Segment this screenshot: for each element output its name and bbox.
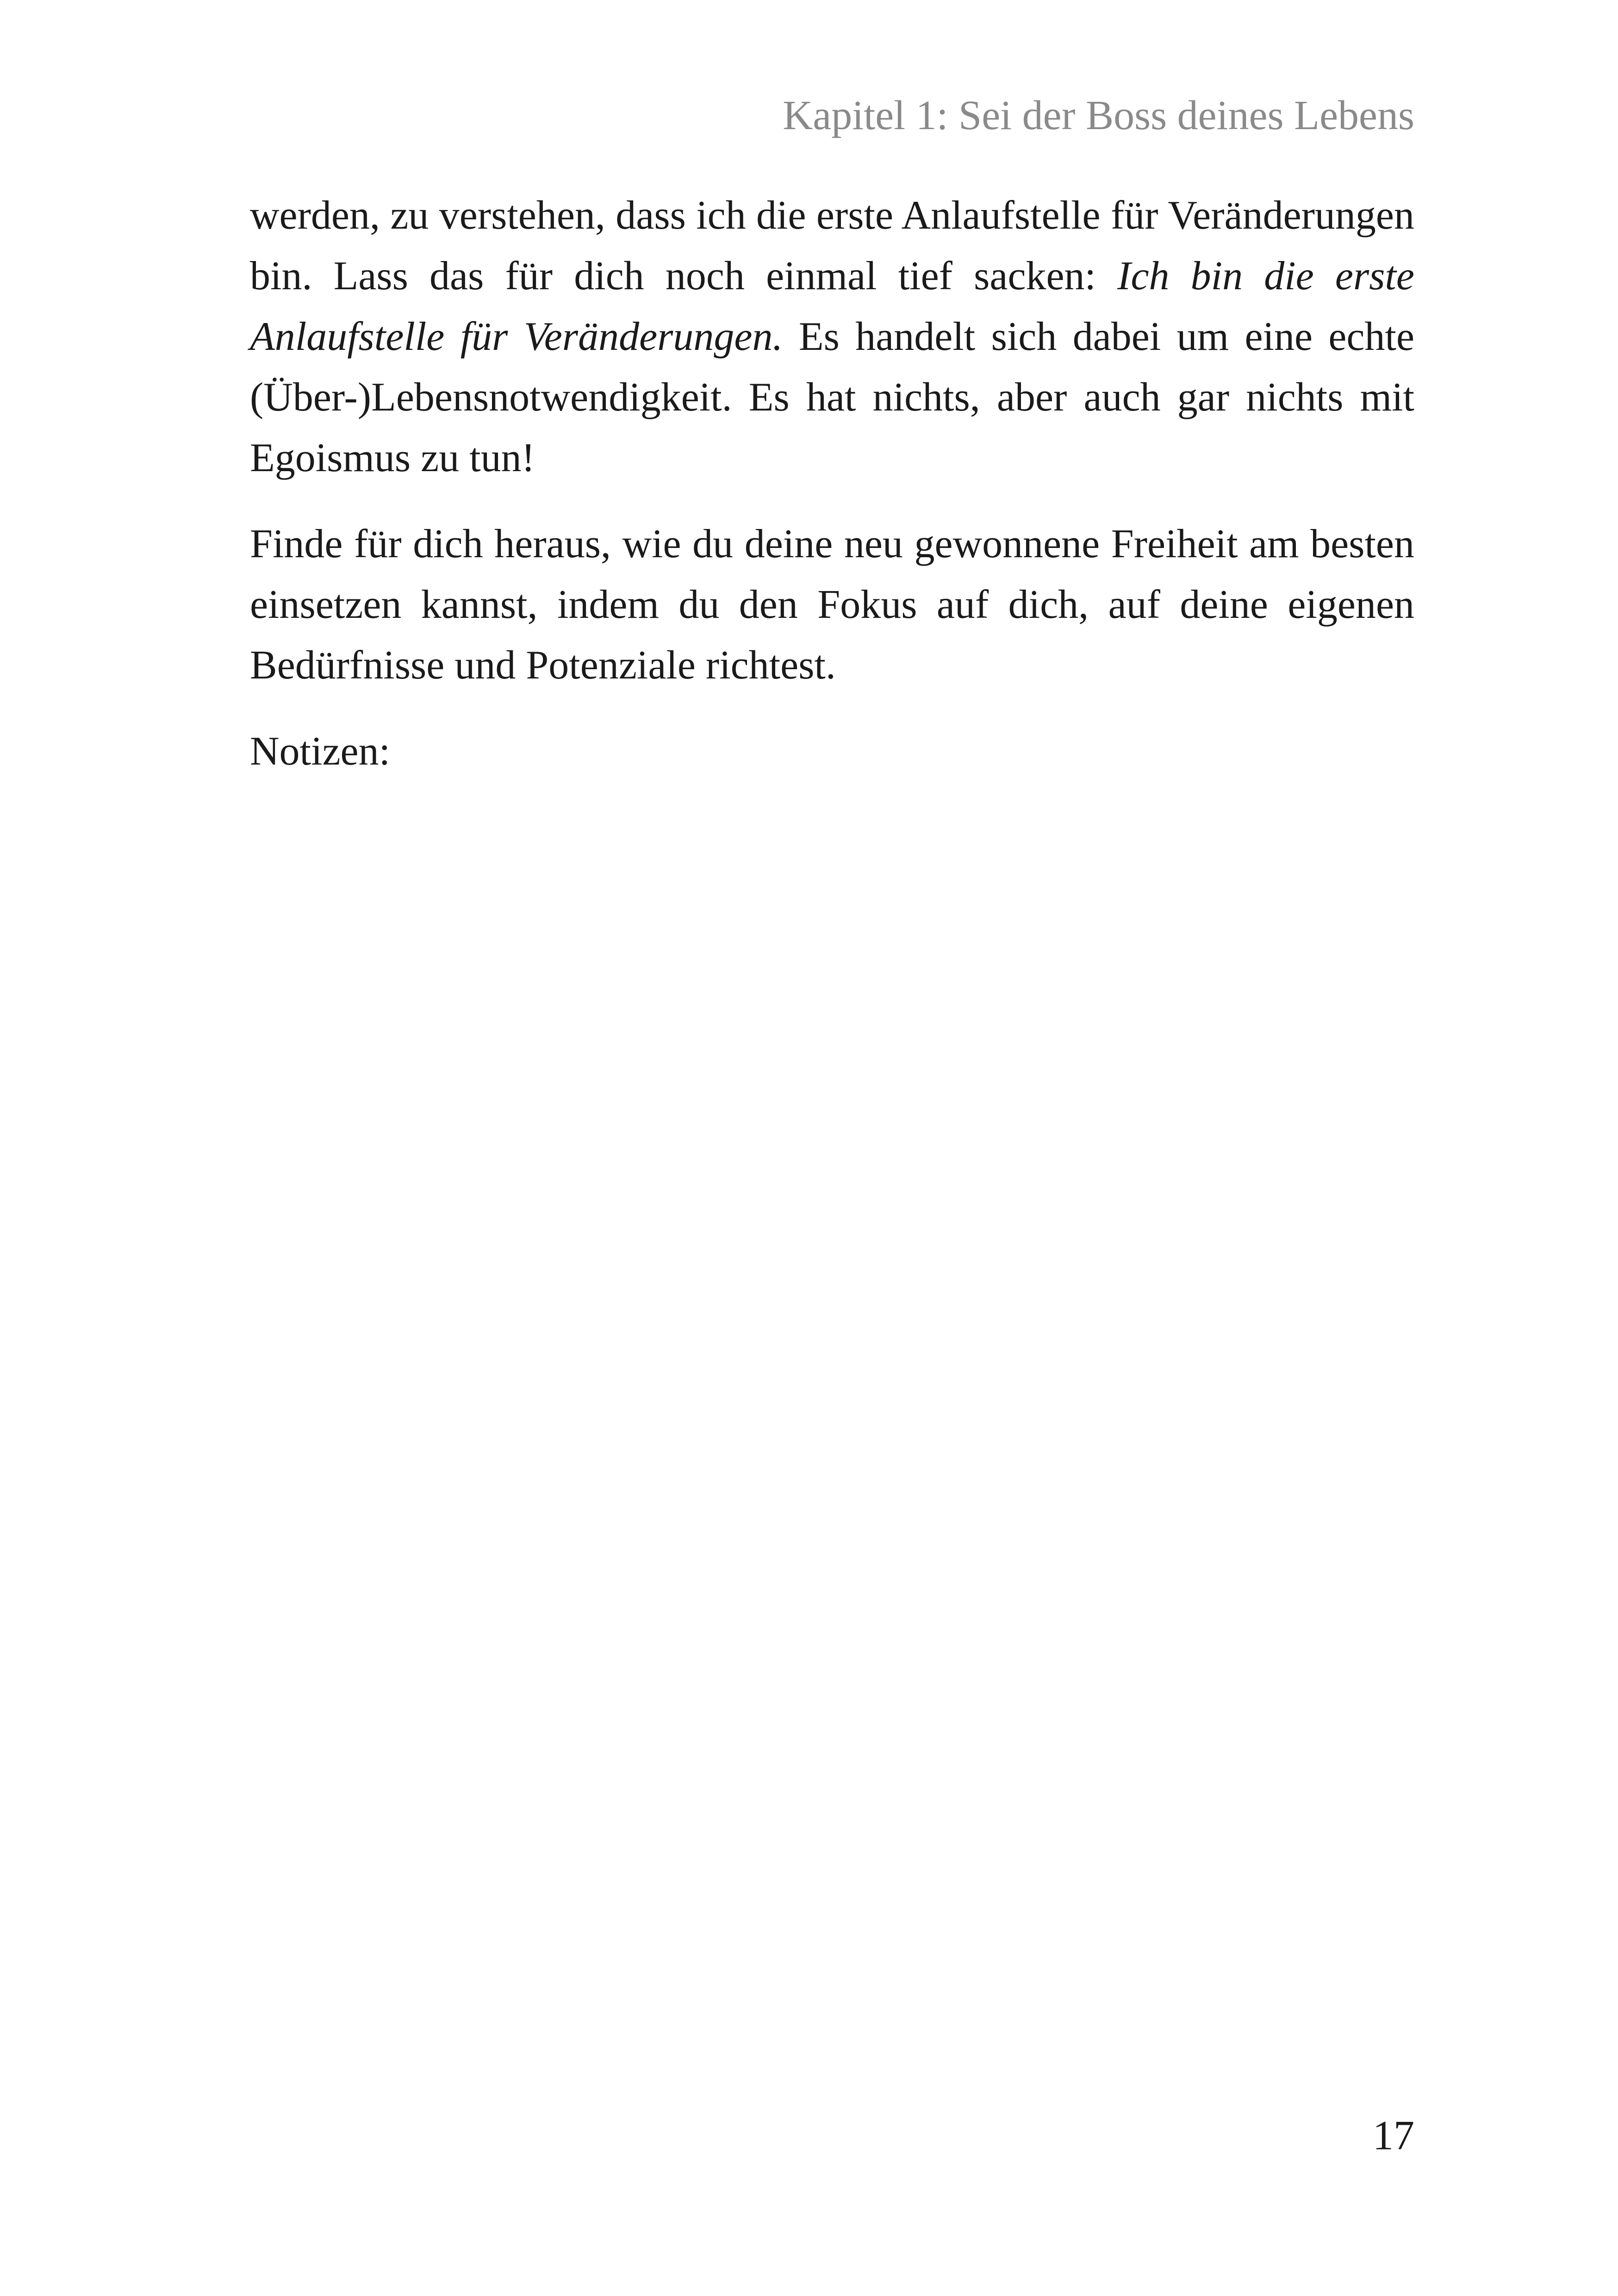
paragraph-1 <box>250 185 1414 488</box>
paragraph-1-text-start: werden, zu verstehen, dass ich die erste Anlaufstelle für Veränderungen bin. Lass das für dich noch einmal tief sacken: <box>250 193 1414 299</box>
body-text <box>250 185 1414 807</box>
notes-label: Notizen: <box>250 729 391 774</box>
paragraph-2: Finde für dich heraus, wie du deine neu gewonnene Freiheit am besten einsetzen kannst, indem du den Fokus auf dich, auf deine eigenen Bedürfnisse und Potenziale richtest. <box>250 522 1414 688</box>
paragraph-1-text-end: Es handelt sich dabei um eine echte (Über-)Lebensnotwendigkeit. Es hat nichts, aber auch gar nichts mit Egoismus zu tun! <box>250 314 1414 480</box>
paragraph-1-emphasis: Ich bin die erste Anlaufstelle für Veränderungen. <box>250 254 1414 359</box>
running-header: Kapitel 1: Sei der Boss deines Lebens <box>783 93 1414 138</box>
page-number: 17 <box>1373 2113 1414 2159</box>
